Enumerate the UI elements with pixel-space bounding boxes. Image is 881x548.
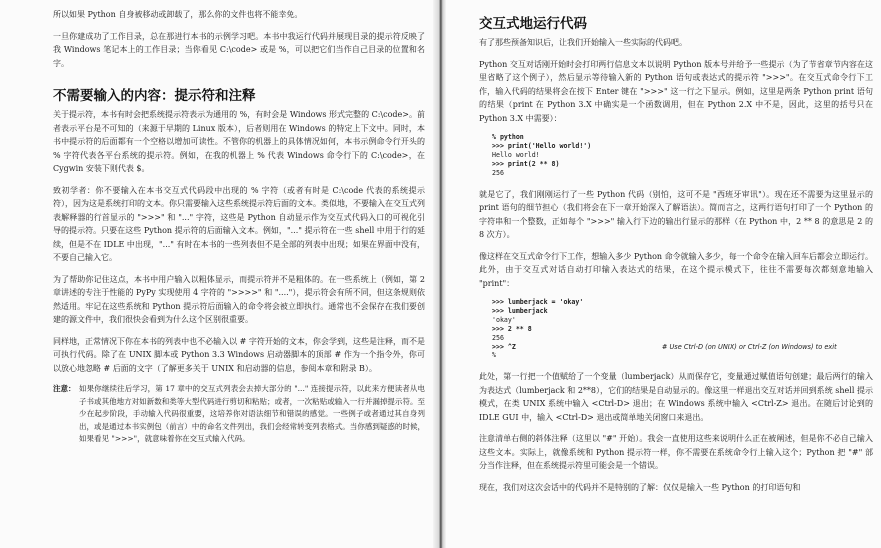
book-spine-gutter: [433, 0, 446, 548]
paragraph: 就是它了，我们刚刚运行了一些 Python 代码（别怕，这可不是 "西班牙审讯"）。现在还不需要为这里显示的 print 语句的细节担心（我们将会在下一章开始深入了解语法）。简而言之，这两行语句打印了一个 Python 的字符串和一个整数，正如每个 ">>>" 输入行下边的输出行显示的那样（在 Python 中，2 ** 8 的意思是 2 的 8 次方）。: [479, 189, 873, 240]
paragraph: 注意清单右侧的斜体注释（这里以 "#" 开始）。我会一直使用这些来说明什么正在被阐述，但是你不必自己输入这些文本。实际上，就像系统和 Python 提示符一样，你不需要在系统命令行上输入这个；Python 把 "#" 部分当作注释，但在系统提示符里可能会是一个错误。: [479, 434, 873, 471]
section-heading: 交互式地运行代码: [479, 16, 587, 32]
code-comment: # Use Ctrl-D (on UNIX) or Ctrl-Z (on Windows) to exit: [661, 342, 837, 351]
note-box: [53, 383, 425, 446]
code-block: % python >>> print('Hello world!') Hello world! >>> print(2 ** 8) 256: [492, 133, 592, 177]
right-page: [446, 0, 881, 548]
note-label: 注意：: [53, 384, 76, 393]
paragraph: Python 交互对话刚开始时会打印两行信息文本以说明 Python 版本号并给予一些提示（为了节省章节内容在这里省略了这个例子），然后显示等待输入新的 Python 语句或表达式的提示符 ">>>"。在交互式命令行下工作，输入代码的结果将会在按下 Enter 键在 ">>>" 这一行之下显示。例如，这里是两条 Python print 语句的结果（print 在 Python 3.X 中确实是一个函数调用，但在 Python 2.X 中不是，因此，这里的括号只在 Python 3.X 中需要）：: [479, 59, 873, 123]
note-text: 如果你继续往后学习，第 17 章中的交互式列表会去掉大部分的 "..." 连接提示符，以此来方便读者从电子书或其他地方对如新数和类等大型代码进行剪切和粘贴；或者，一次粘贴或输入一行并漏掉提示符。至少在起步阶段，手动输入代码很重要，这培养你对语法细节和错误的感觉。一些例子或者通过其自身列出，或是通过本书实例包（前言）中的命名文件列出，我们会经常转变列表格式。当你感到疑惑的时候，如果看见 ">>>"，就意味着你在交互式输入代码。: [79, 384, 425, 443]
paragraph: 同样地，正常情况下你在本书的列表中也不必输入以 # 字符开始的文本，你会学到，这些是注释，而不是可执行代码。除了在 UNIX 脚本或 Python 3.3 Windows 启动器脚本的顶部 # 作为一个指令外，你可以放心地忽略 # 后面的文字（了解更多关于 UNIX 和启动器的信息，参阅本章和附录 B）。: [53, 336, 425, 373]
section-heading: 不需要输入的内容：提示符和注释: [53, 88, 256, 104]
paragraph: 关于提示符，本书有时会把系统提示符表示为通用的 %，有时会是 Windows 形式完整的 C:\code>。前者表示平台是不可知的（来源于早期的 Linux 版本），后者则用在 Windows 的特定上下文中。同时，本书中提示符的后面都有一个空格以增加可读性。不管你的机器上的具体情况如何，本书示例命令行开头的 % 字符代表各平台系统的提示符。例如，在我的机器上 % 代表 Windows 命令行下的 C:\code>，在 Cygwin 安装下则代表 $。: [53, 110, 425, 173]
code-block: >>> lumberjack = 'okay' >>> lumberjack 'okay' >>> 2 ** 8 256 >>> ^Z # Use Ctrl-D (on UNIX) or Ctrl-Z (on Windows) to exit %: [492, 298, 837, 360]
paragraph: 所以如果 Python 自身被移动或卸载了，那么你的文件也将不能幸免。: [53, 10, 303, 19]
paragraph: 一旦你建成功了工作目录，总在那进行本书的示例学习吧。本书中我运行代码并展现目录的提示符反映了我 Windows 笔记本上的工作目录；当你看见 C:\code> 或是 %，可以把它们当作自己目录的位置和名字。: [53, 31, 425, 68]
paragraph: 有了那些预备知识后，让我们开始输入一些实际的代码吧。: [479, 38, 687, 47]
paragraph: 致初学者：你不要输入在本书交互式代码段中出现的 % 字符（或者有时是 C:\code 代表的系统提示符），因为这是系统打印的文本。你只需要输入这些系统提示符后面的文本。类似地，不要输入在交互式列表解释器的行首显示的 ">>>" 和 "..." 字符，这些是 Python 自动显示作为交互式代码入口的可视化引导的提示符。只要在这些 Python 提示符的后面输入文本。例如，"..." 提示符在一些 shell 中用于行的延续，但是不在 IDLE 中出现，"..." 有时在本书的一些列表但不是全部的列表中出现；如果在界面中没有，不要自己输入它。: [53, 185, 425, 262]
paragraph: 此处，第一行把一个值赋给了一个变量（lumberjack）从而保存它，变量通过赋值语句创建；最后两行的输入为表达式（lumberjack 和 2**8），它们的结果是自动显示的。像这里一样退出交互对话并回到系统 shell 提示模式，在类 UNIX 系统中输入 <Ctrl-D> 退出；在 Windows 系统中输入 <Ctrl-Z> 退出。在随后讨论到的 IDLE GUI 中，输入 <Ctrl-D> 退出或简单地关闭窗口来退出。: [479, 372, 873, 422]
left-page: [0, 0, 433, 548]
paragraph: 像这样在交互式命令行下工作，想输入多少 Python 命令就输入多少，每一个命令在输入回车后都会立即运行。此外，由于交互式对话自动打印输入表达式的结果，在这个提示模式下，往往不需要每次都刻意地输入 "print"：: [479, 251, 873, 288]
paragraph: 现在，我们对这次会话中的代码并不是特别的了解：仅仅是输入一些 Python 的打印语句和: [479, 482, 801, 492]
paragraph: 为了帮助你记住这点，本书中用户输入以粗体显示，而提示符并不是粗体的。在一些系统上（例如，第 2 章讲述的专注于性能的 PyPy 实现使用 4 字符的 ">>>>" 和 "...."），提示符会有所不同，但这条规则依然适用。牢记在这些系统和 Python 提示符后面输入的命令将会被立即执行。通常也不会保存在我们要创建的源文件中，我们很快会看到为什么这个区别很重要。: [53, 274, 425, 324]
